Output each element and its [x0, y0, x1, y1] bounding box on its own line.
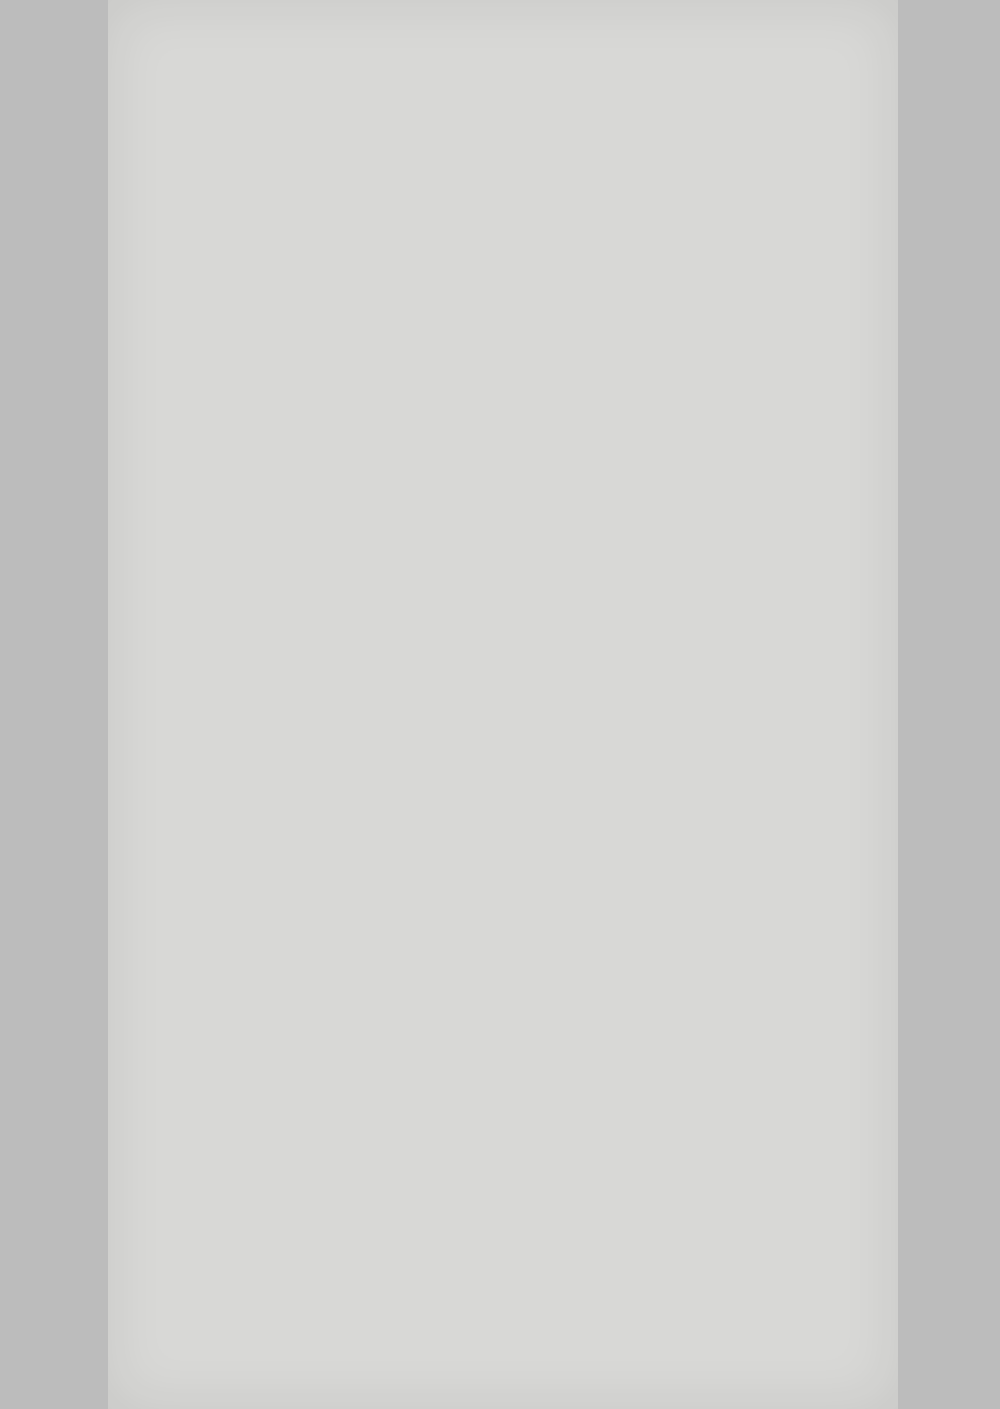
scanned-page — [108, 0, 898, 1409]
